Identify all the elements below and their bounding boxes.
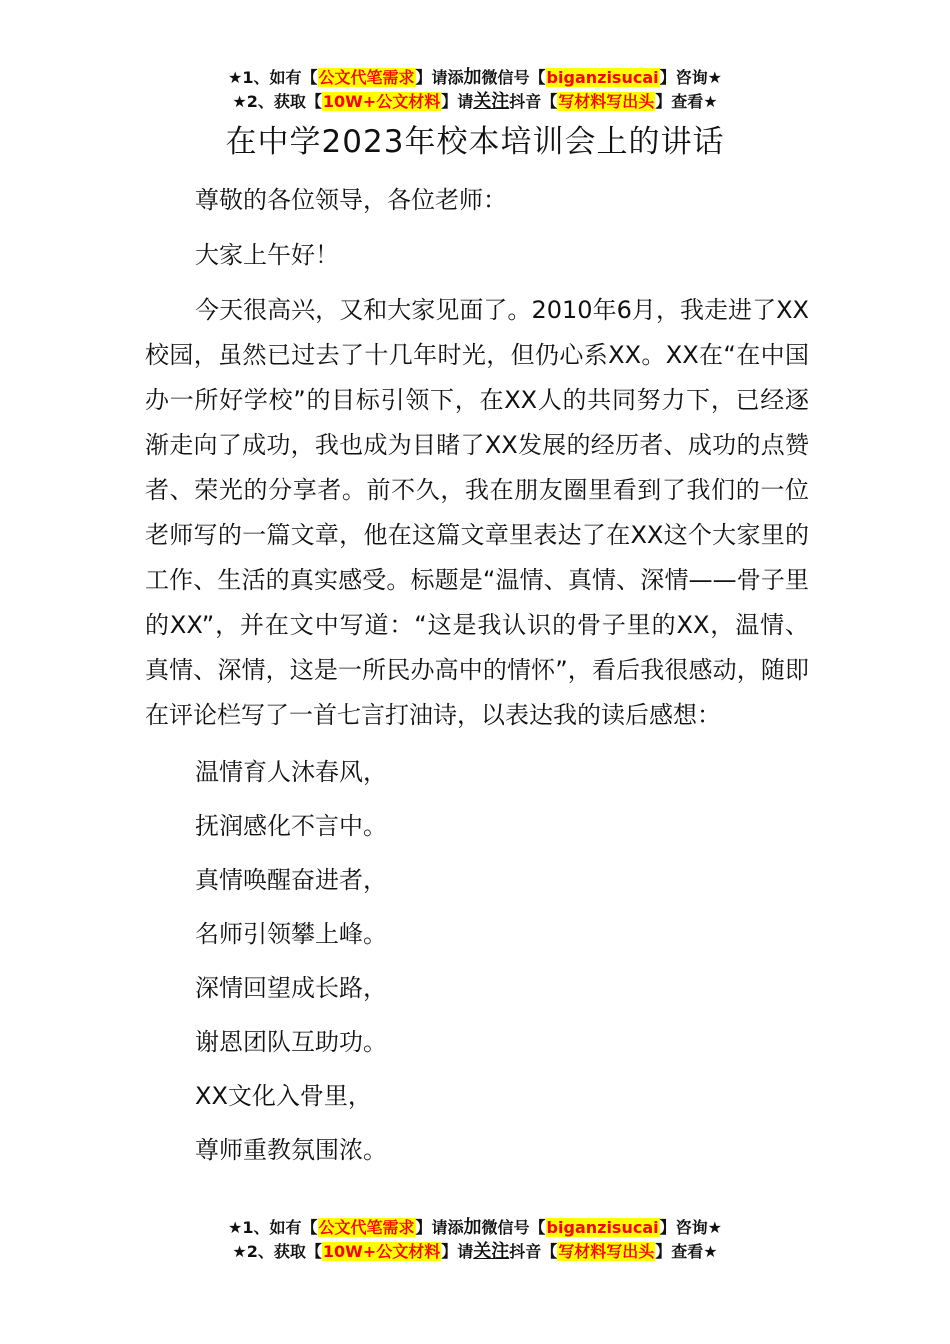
banner-line-1: ★1、如有【公文代笔需求】请添加微信号【biganzisucai】咨询★ — [228, 1217, 722, 1238]
salutation: 尊敬的各位领导，各位老师： — [195, 186, 507, 214]
poem-line: 谢恩团队互助功。 — [195, 1028, 387, 1056]
banner-highlight-service: 公文代笔需求 — [318, 1218, 415, 1237]
body-paragraph: 今天很高兴，又和大家见面了。2010年6月，我走进了XX校园，虽然已过去了十几年时光，但仍心系XX。XX在“在中国办一所好学校”的目标引领下，在XX人的共同努力下，已经逐渐走向了成功，我也成为目睹了XX发展的经历者、成功的点赞者、荣光的分享者。前不久，我在朋友圈里看到了我们的一位老师写的一篇文章，他在这篇文章里表达了在XX这个大家里的工作、生活的真实感受。标题是“温情、真情、深情——骨子里的XX”，并在文中写道：“这是我认识的骨子里的XX，温情、真情、深情，这是一所民办高中的情怀”，看后我很感动，随即在评论栏写了一首七言打油诗，以表达我的读后感想： — [145, 296, 809, 729]
banner-line-2: ★2、获取【10W+公文材料】请关注抖音【写材料写出头】查看★ — [232, 91, 718, 112]
banner-highlight-wechat-id: biganzisucai — [546, 68, 659, 87]
banner-line-2: ★2、获取【10W+公文材料】请关注抖音【写材料写出头】查看★ — [232, 1241, 718, 1262]
banner-highlight-douyin: 写材料写出头 — [558, 92, 655, 111]
poem-line: 抚润感化不言中。 — [195, 812, 387, 840]
poem-line: 名师引领攀上峰。 — [195, 920, 387, 948]
poem-line: 深情回望成长路， — [195, 974, 387, 1002]
top-banner — [0, 66, 950, 114]
document-title: 在中学2023年校本培训会上的讲话 — [225, 124, 725, 160]
poem-line: XX文化入骨里， — [195, 1082, 372, 1110]
banner-highlight-wechat-id: biganzisucai — [546, 1218, 659, 1237]
banner-highlight-materials: 10W+公文材料 — [322, 1242, 441, 1261]
banner-highlight-materials: 10W+公文材料 — [322, 92, 441, 111]
poem-line: 尊师重教氛围浓。 — [195, 1136, 387, 1164]
bottom-banner — [0, 1216, 950, 1264]
document-body — [145, 178, 809, 1173]
banner-highlight-service: 公文代笔需求 — [318, 68, 415, 87]
poem-line: 真情唤醒奋进者， — [195, 866, 387, 894]
greeting: 大家上午好！ — [195, 241, 339, 269]
banner-line-1: ★1、如有【公文代笔需求】请添加微信号【biganzisucai】咨询★ — [228, 67, 722, 88]
poem-line: 温情育人沐春风， — [195, 758, 387, 786]
banner-highlight-douyin: 写材料写出头 — [558, 1242, 655, 1261]
